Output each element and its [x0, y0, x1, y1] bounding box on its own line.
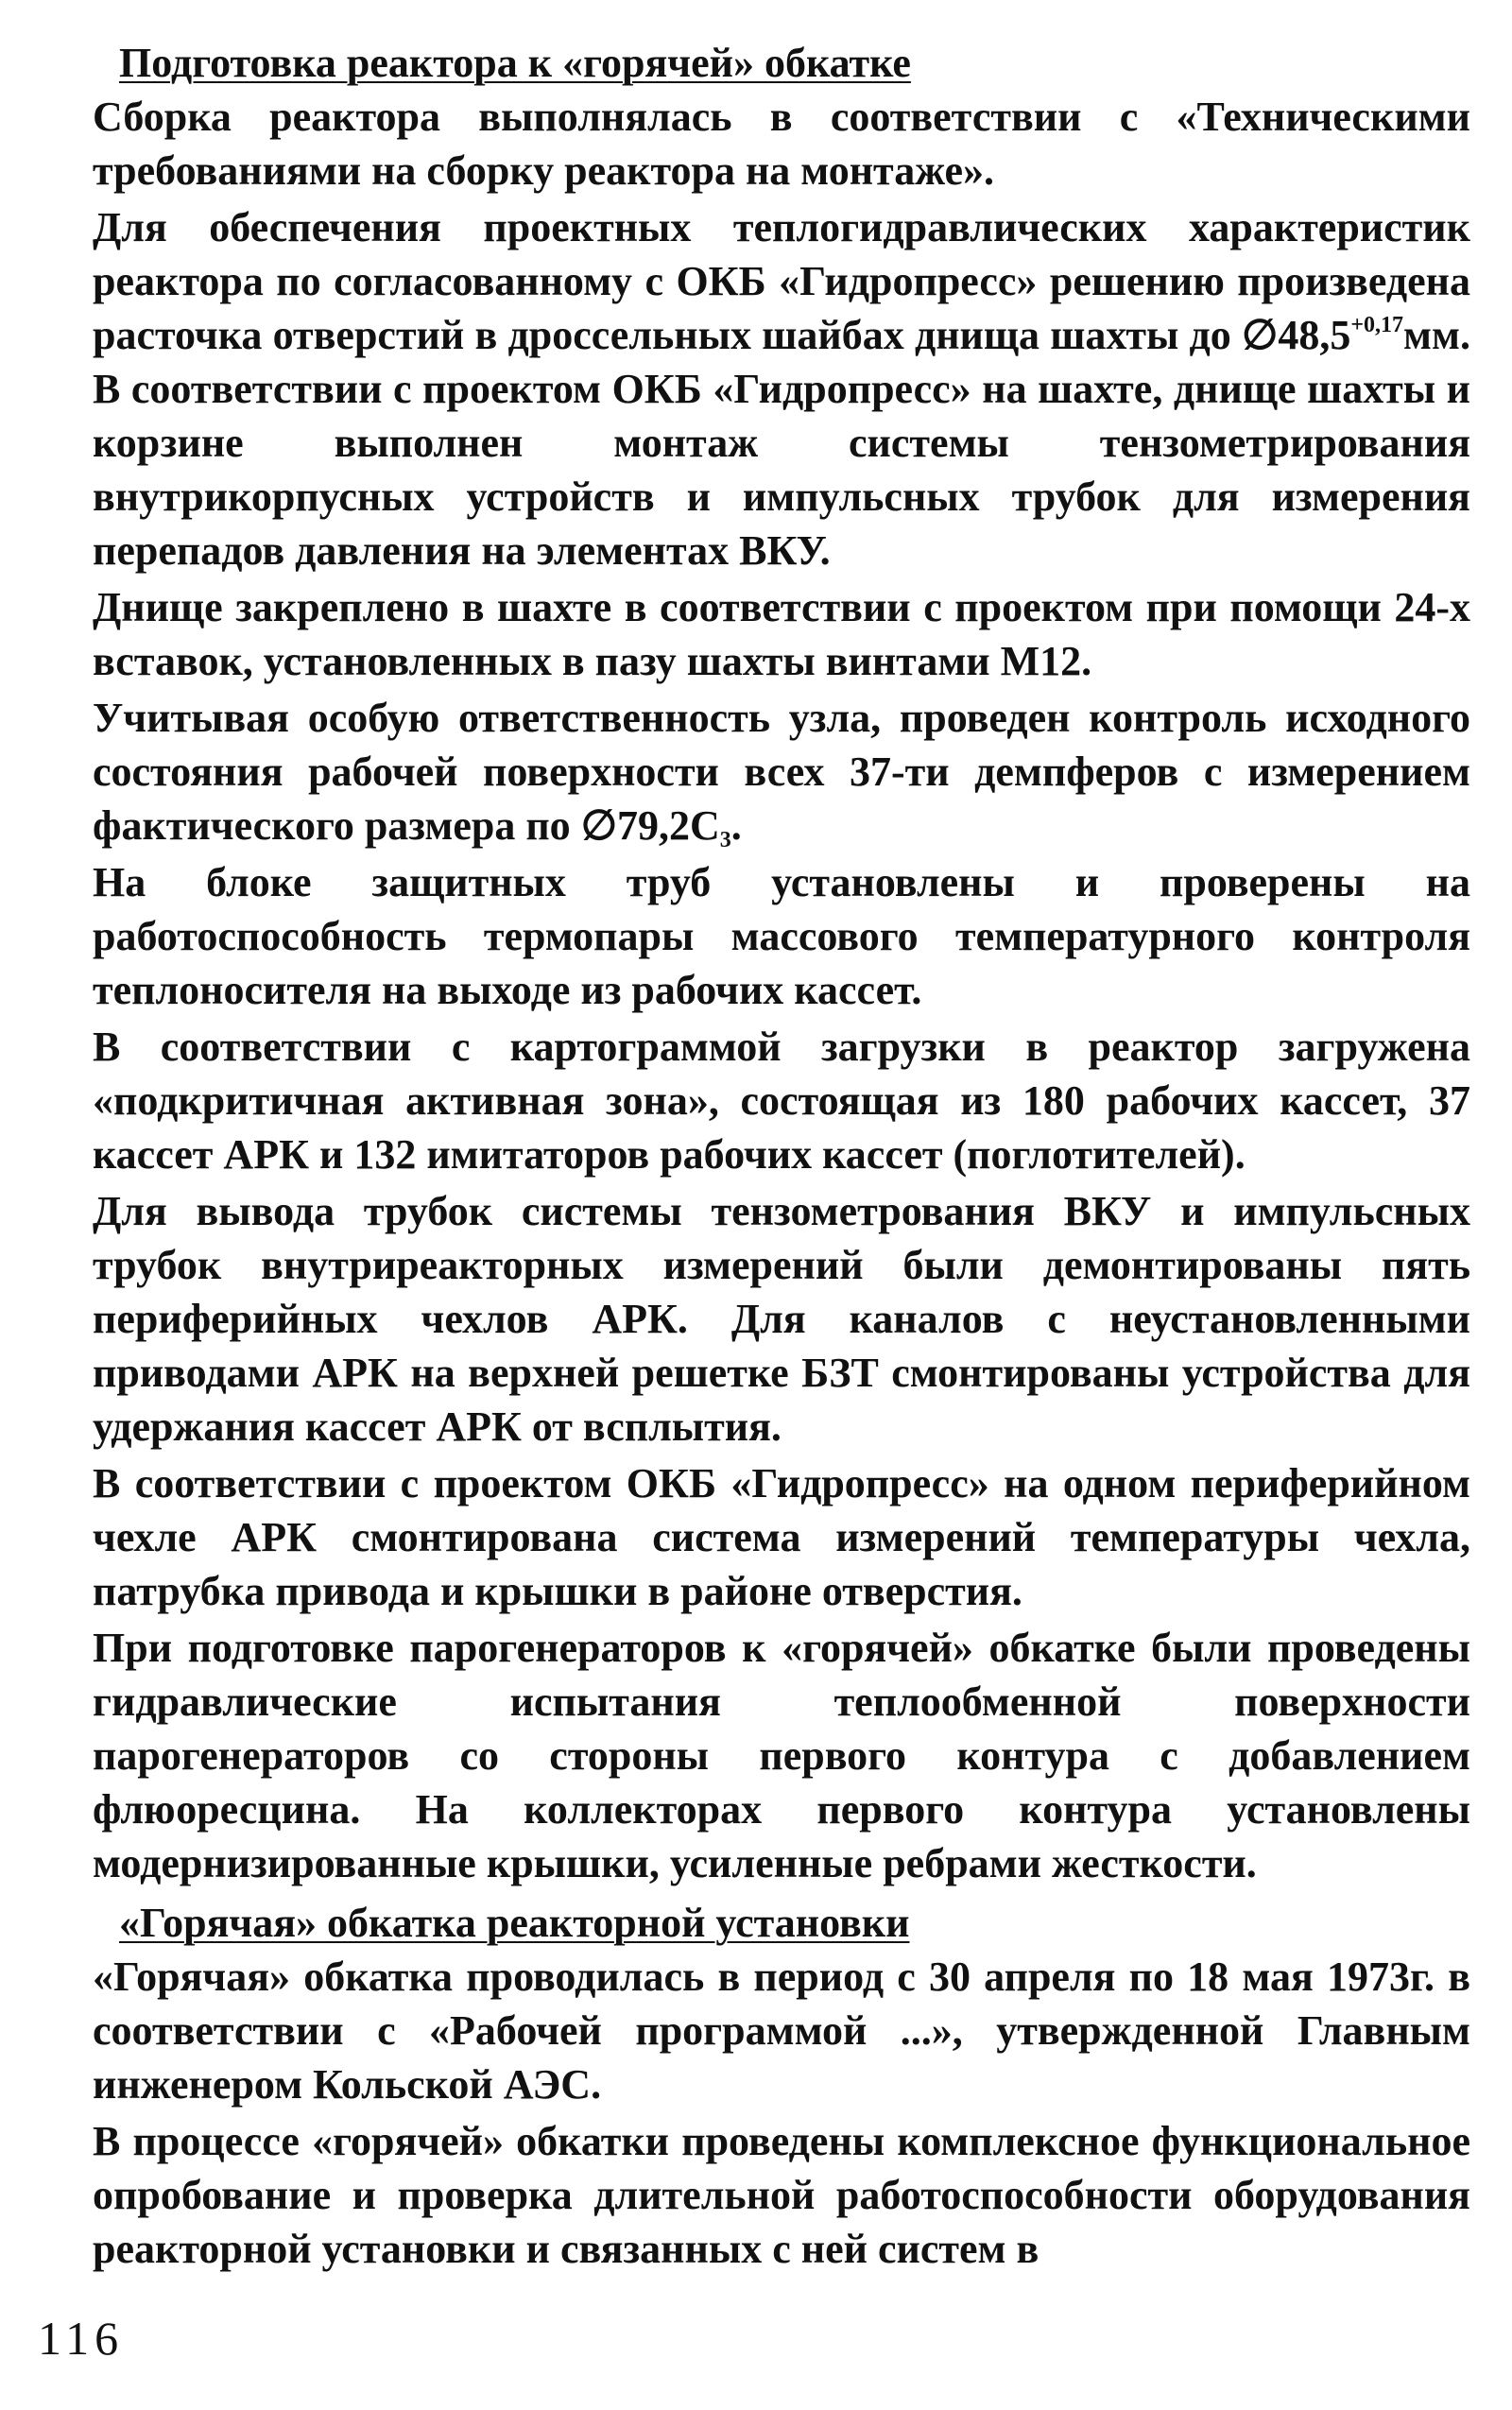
- document-page: [93, 36, 1470, 2279]
- paragraph: В процессе «горячей» обкатки проведены комплексное функциональное опробование и проверка длительной работоспособности оборудования реакторной установки и связанных с ней систем в: [93, 2118, 1470, 2272]
- section-heading-hot-run: [93, 1896, 1470, 1950]
- paragraph: [93, 200, 1470, 577]
- paragraph: Сборка реактора выполнялась в соответствии с «Техническими требованиями на сборку реактора на монтаже».: [93, 94, 1470, 194]
- heading-text: «Горячая» обкатка реакторной установки: [119, 1900, 910, 1946]
- paragraph: В соответствии с картограммой загрузки в реактор загружена «подкритичная активная зона», состоящая из 180 рабочих кассет, 37 кассет АРК и 132 имитаторов рабочих кассет (поглотителей).: [93, 1024, 1470, 1178]
- page-number: 116: [38, 2312, 125, 2365]
- paragraph-text: Учитывая особую ответственность узла, проведен контроль исходного состояния рабочей поверхности всех 37-ти демпферов с измерением фактического размера по: [93, 695, 1470, 849]
- dimension-value: ∅79,2С: [580, 802, 720, 849]
- paragraph-text: .: [730, 802, 742, 849]
- paragraph: Для вывода трубок системы тензометрования ВКУ и импульсных трубок внутриреакторных измерений были демонтированы пять периферийных чехлов АРК. Для каналов с неустановленными приводами АРК на верхней решетке БЗТ смонтированы устройства для удержания кассет АРК от всплытия.: [93, 1188, 1470, 1450]
- paragraph: В соответствии с проектом ОКБ «Гидропресс» на одном периферийном чехле АРК смонтирована система измерений температуры чехла, патрубка привода и крышки в районе отверстия.: [93, 1460, 1470, 1614]
- tolerance-superscript: +0,17: [1350, 313, 1404, 337]
- paragraph: Днище закреплено в шахте в соответствии с проектом при помощи 24-х вставок, установленных в пазу шахты винтами М12.: [93, 584, 1470, 684]
- heading-text: Подготовка реактора к «горячей» обкатке: [119, 40, 911, 86]
- paragraph: «Горячая» обкатка проводилась в период с 30 апреля по 18 мая 1973г. в соответствии с «Рабочей программой ...», утвержденной Главным инженером Кольской АЭС.: [93, 1954, 1470, 2108]
- paragraph-text: Для обеспечения проектных теплогидравлических характеристик реактора по согласованному с ОКБ «Гидропресс» решению произведена расточка отверстий в дроссельных шайбах днища шахты до: [93, 204, 1470, 358]
- paragraph: На блоке защитных труб установлены и проверены на работоспособность термопары массового температурного контроля теплоносителя на выходе из рабочих кассет.: [93, 859, 1470, 1013]
- dimension-value: ∅48,5: [1242, 312, 1351, 358]
- paragraph: [93, 691, 1470, 852]
- paragraph-text: мм. В соответствии с проектом ОКБ «Гидропресс» на шахте, днище шахты и корзине выполнен монтаж системы тензометрирования внутрикорпусных устройств и импульсных трубок для измерения перепадов давления на элементах ВКУ.: [93, 312, 1470, 574]
- fit-subscript: 3: [719, 828, 731, 852]
- section-heading-preparation: [93, 36, 1470, 90]
- paragraph: При подготовке парогенераторов к «горячей» обкатке были проведены гидравлические испытания теплообменной поверхности парогенераторов со стороны первого контура с добавлением флюоресцина. На коллекторах первого контура установлены модернизированные крышки, усиленные ребрами жесткости.: [93, 1625, 1470, 1886]
